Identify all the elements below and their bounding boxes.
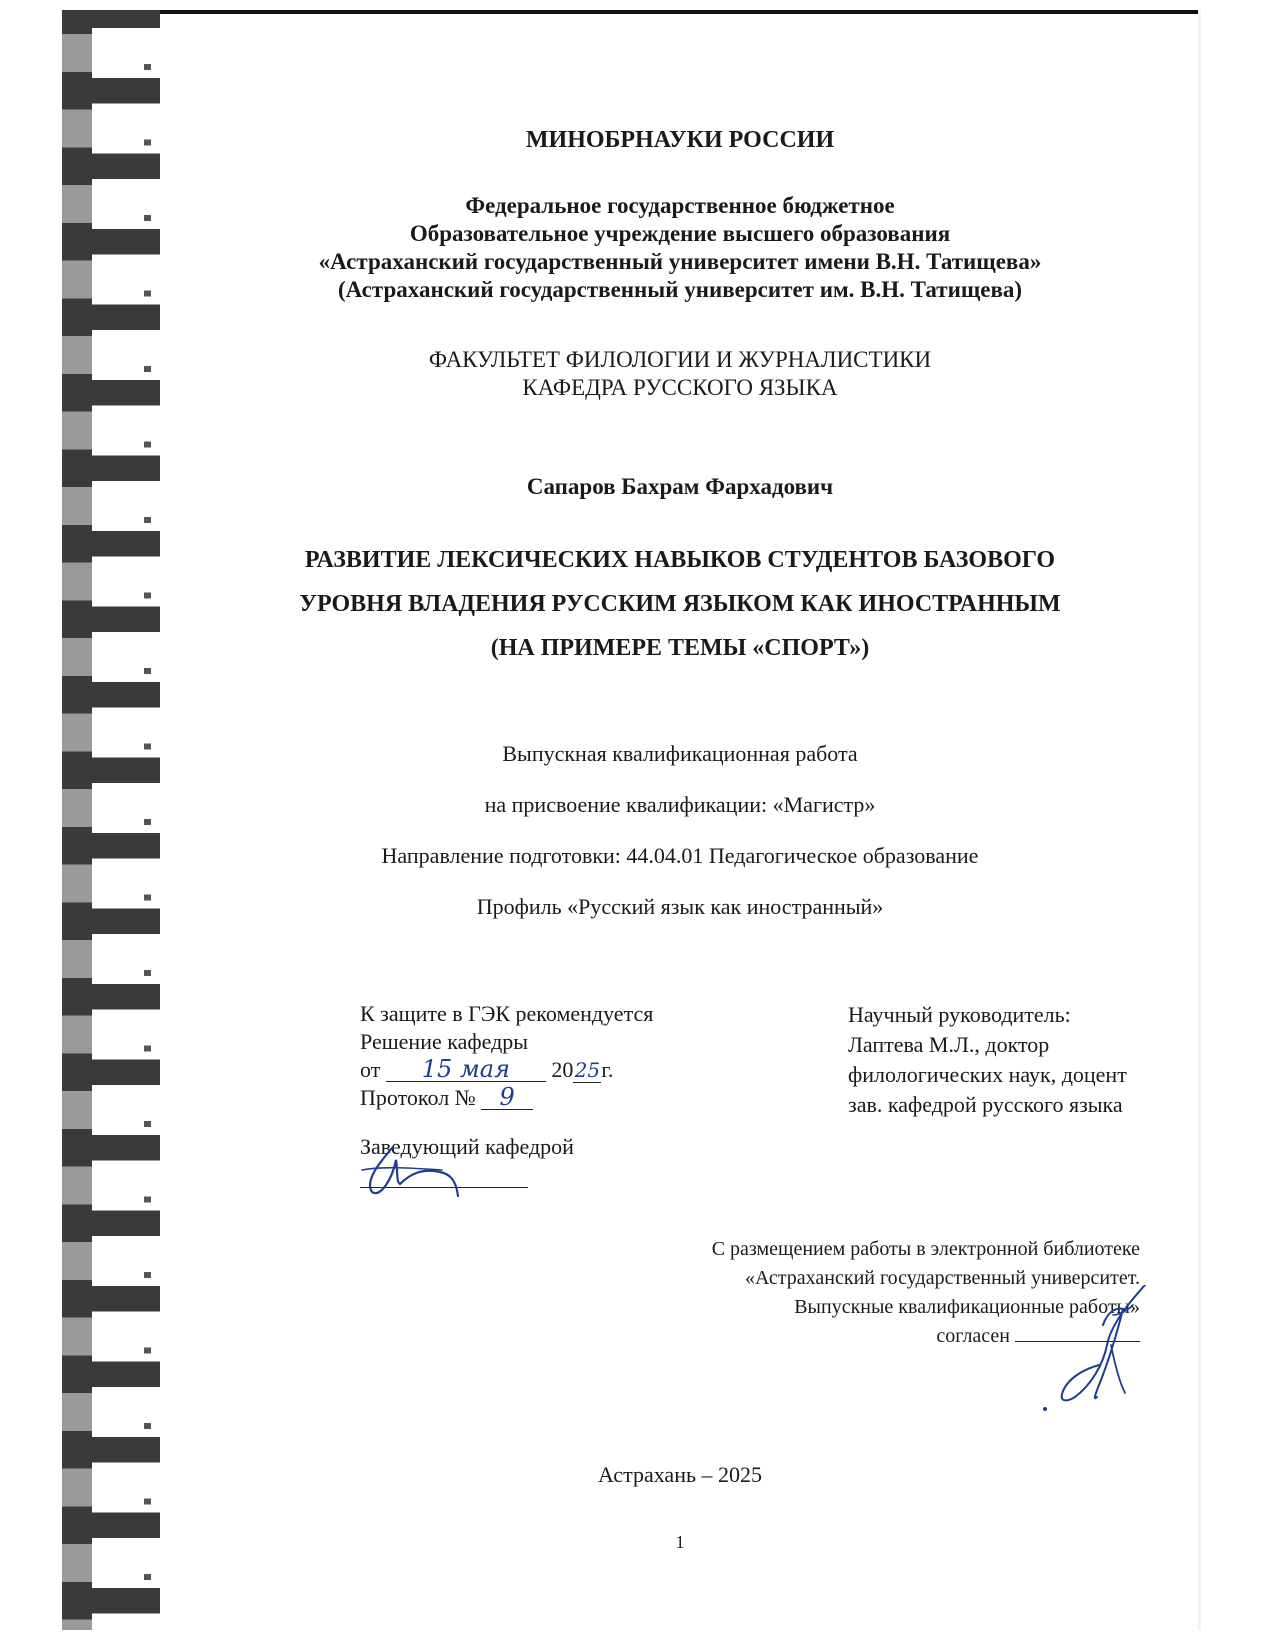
binding-tab	[92, 28, 160, 78]
organization-line: (Астраханский государственный университет им. В.Н. Татищева)	[337, 277, 1023, 302]
binding-hole	[144, 744, 151, 750]
binding-hole	[144, 668, 151, 674]
binding-hole	[144, 64, 151, 70]
binding-ring	[62, 1620, 92, 1631]
binding-tab	[92, 330, 160, 380]
binding-tab	[92, 1538, 160, 1588]
work-direction: Направление подготовки: 44.04.01 Педагогическое образование	[381, 843, 979, 868]
library-signature	[1015, 1285, 1155, 1415]
binding-tab	[92, 1236, 160, 1286]
year-suffix: г.	[601, 1057, 614, 1082]
work-qualification: на присвоение квалификации: «Магистр»	[484, 792, 876, 817]
binding-hole	[144, 517, 151, 523]
binding-hole	[144, 366, 151, 372]
binding-ring	[62, 1091, 92, 1129]
binding-tab	[92, 1161, 160, 1211]
department-name: КАФЕДРА РУССКОГО ЯЗЫКА	[522, 375, 838, 400]
defense-recommended: К защите в ГЭК рекомендуется	[360, 1001, 654, 1026]
binding-tab	[92, 1387, 160, 1437]
faculty-block	[280, 346, 1080, 402]
binding-tab	[92, 632, 160, 682]
organization-block	[280, 192, 1080, 304]
binding-tab	[92, 104, 160, 154]
binding-hole	[144, 819, 151, 825]
binding-ring	[62, 1242, 92, 1280]
city-year: Астрахань – 2025	[597, 1462, 763, 1487]
organization-line: Федеральное государственное бюджетное	[465, 193, 895, 218]
binding-ring	[62, 1544, 92, 1582]
binding-ring	[62, 940, 92, 978]
binding-ring	[62, 714, 92, 752]
binding-tab	[92, 1085, 160, 1135]
binding-hole	[144, 291, 151, 297]
handwritten-year: 25	[574, 1058, 601, 1082]
supervisor-block	[848, 1000, 1127, 1120]
defense-date-line	[360, 1056, 653, 1084]
spiral-binding	[62, 10, 160, 1630]
binding-ring	[62, 185, 92, 223]
binding-hole	[144, 1348, 151, 1354]
binding-hole	[144, 1499, 151, 1505]
supervisor-line: филологических наук, доцент	[848, 1062, 1127, 1087]
binding-hole	[144, 970, 151, 976]
binding-tab	[92, 1463, 160, 1513]
binding-hole	[144, 1574, 151, 1580]
binding-ring	[62, 1469, 92, 1507]
binding-tab	[92, 481, 160, 531]
library-line: Выпускные квалификационные работы»	[794, 1296, 1140, 1318]
binding-hole	[144, 1197, 151, 1203]
binding-ring	[62, 412, 92, 450]
library-line: С размещением работы в электронной библиотеке	[711, 1238, 1140, 1260]
thesis-title-line: (НА ПРИМЕРЕ ТЕМЫ «СПОРТ»)	[490, 635, 870, 661]
binding-tab	[92, 406, 160, 456]
binding-tab	[92, 783, 160, 833]
binding-ring	[62, 1016, 92, 1054]
binding-ring	[62, 563, 92, 601]
binding-ring	[62, 1167, 92, 1205]
thesis-title-line: УРОВНЯ ВЛАДЕНИЯ РУССКИМ ЯЗЫКОМ КАК ИНОСТРАННЫМ	[299, 591, 1061, 617]
binding-ring	[62, 638, 92, 676]
organization-line: Образовательное учреждение высшего образования	[409, 221, 951, 246]
binding-hole	[144, 140, 151, 146]
handwritten-date: 15 мая	[386, 1057, 546, 1082]
binding-ring	[62, 1318, 92, 1356]
supervisor-label: Научный руководитель:	[848, 1002, 1071, 1027]
supervisor-line: Лаптева М.Л., доктор	[848, 1032, 1050, 1057]
binding-hole	[144, 442, 151, 448]
binding-ring	[62, 865, 92, 903]
binding-tab	[92, 1614, 160, 1631]
work-type: Выпускная квалификационная работа	[502, 741, 858, 766]
binding-ring	[62, 1393, 92, 1431]
binding-hole	[144, 895, 151, 901]
binding-tab	[92, 255, 160, 305]
organization-line: «Астраханский государственный университет имени В.Н. Татищева»	[318, 249, 1042, 274]
binding-tab	[92, 1312, 160, 1362]
work-info	[280, 728, 1080, 932]
title-page	[160, 0, 1200, 1650]
binding-ring	[62, 34, 92, 72]
handwritten-protocol-number: 9	[481, 1085, 533, 1110]
defense-block	[360, 1000, 653, 1112]
binding-tab	[92, 708, 160, 758]
thesis-title	[280, 538, 1080, 670]
binding-ring	[62, 789, 92, 827]
from-label: от	[360, 1057, 381, 1082]
binding-hole	[144, 593, 151, 599]
binding-tab	[92, 859, 160, 909]
binding-tab	[92, 934, 160, 984]
binding-ring	[62, 487, 92, 525]
protocol-label: Протокол №	[360, 1085, 476, 1110]
year-prefix: 20	[551, 1057, 574, 1082]
library-line: «Астраханский государственный университет.	[744, 1267, 1140, 1289]
work-profile: Профиль «Русский язык как иностранный»	[476, 894, 884, 919]
ministry-heading: МИНОБРНАУКИ РОССИИ	[525, 127, 835, 153]
agree-label: согласен	[936, 1325, 1010, 1347]
binding-ring	[62, 110, 92, 148]
thesis-title-line: РАЗВИТИЕ ЛЕКСИЧЕСКИХ НАВЫКОВ СТУДЕНТОВ БАЗОВОГО	[304, 547, 1056, 573]
author-name: Сапаров Бахрам Фархадович	[526, 474, 834, 499]
binding-tab	[92, 179, 160, 229]
binding-ring	[62, 261, 92, 299]
binding-tab	[92, 1010, 160, 1060]
binding-hole	[144, 1423, 151, 1429]
protocol-line	[360, 1084, 653, 1112]
head-signature	[352, 1140, 512, 1200]
defense-decision: Решение кафедры	[360, 1029, 529, 1054]
head-label: Заведующий кафедрой	[360, 1134, 574, 1159]
binding-hole	[144, 215, 151, 221]
binding-hole	[144, 1046, 151, 1052]
binding-hole	[144, 1121, 151, 1127]
binding-hole	[144, 1272, 151, 1278]
supervisor-line: зав. кафедрой русского языка	[848, 1092, 1123, 1117]
binding-tab	[92, 557, 160, 607]
binding-ring	[62, 336, 92, 374]
faculty-name: ФАКУЛЬТЕТ ФИЛОЛОГИИ И ЖУРНАЛИСТИКИ	[428, 347, 932, 372]
page-number: 1	[675, 1532, 685, 1552]
